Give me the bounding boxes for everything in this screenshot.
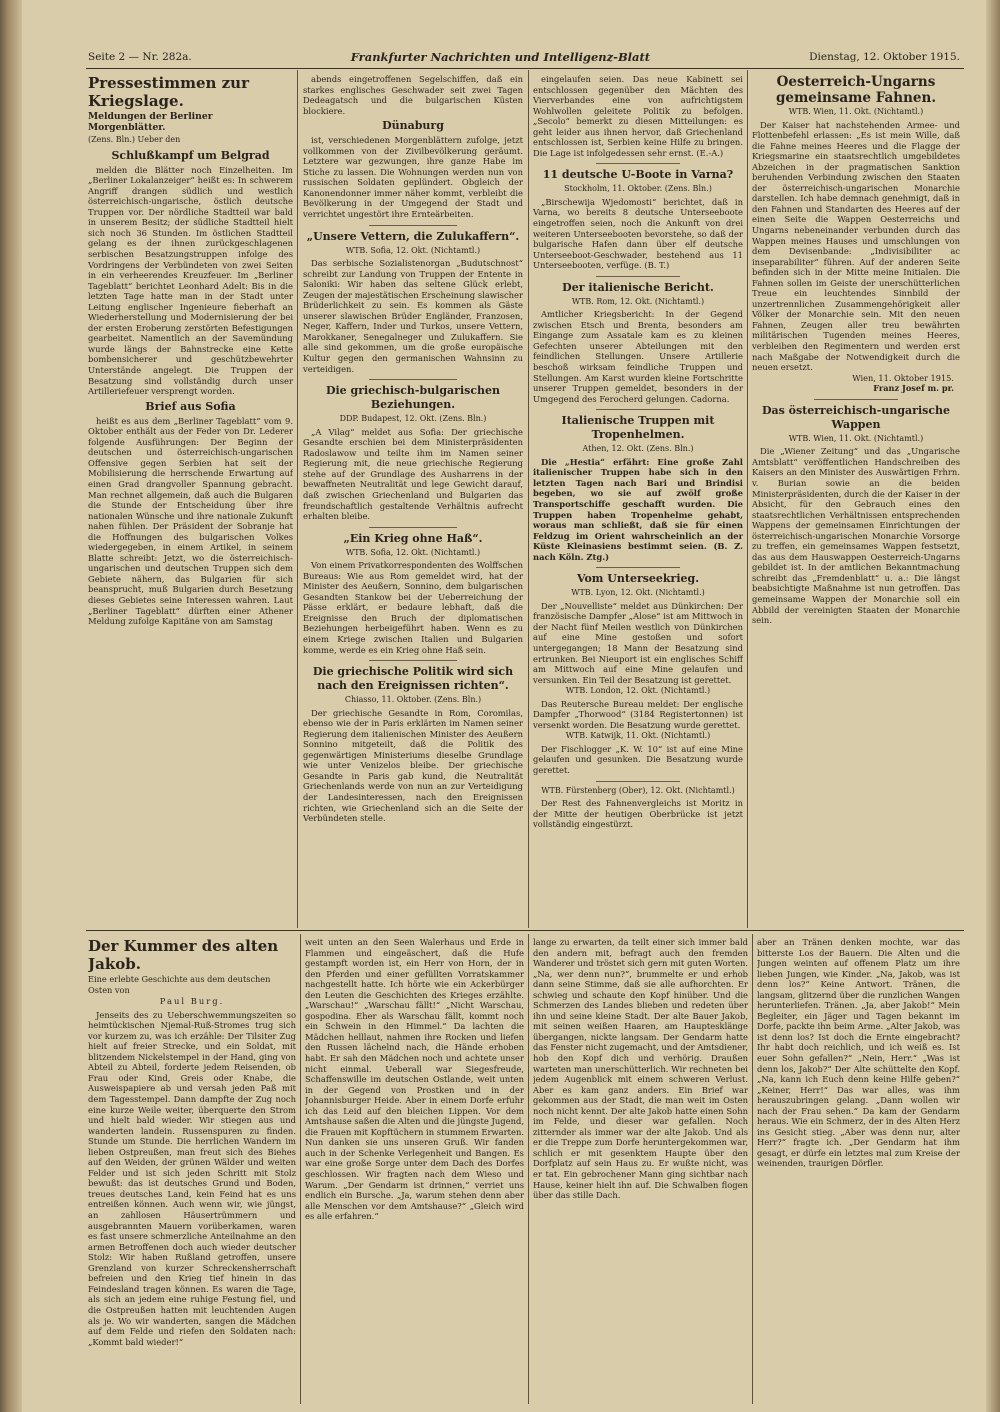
dateline: WTB. Fürstenberg (Ober), 12. Okt. (Nichtamtl.): [541, 785, 735, 795]
section-heading: Vom Unterseekrieg.: [576, 572, 700, 586]
dateline: WTB. Lyon, 12. Okt. (Nichtamtl.): [571, 588, 705, 598]
dateline: WTB. London, 12. Okt. (Nichtamtl.): [565, 686, 711, 696]
article-body: Der Rest des Fahnenvergleichs ist Moritz in der Mitte der heutigen Oberbrücke ist jetzt vollständig eingestürzt.: [533, 798, 743, 830]
dateline: WTB. Sofia, 12. Okt. (Nichtamtl.): [345, 245, 481, 255]
section-heading: 11 deutsche U-Boote in Varna?: [542, 168, 734, 182]
separator: [369, 379, 457, 380]
separator: [596, 163, 680, 164]
article-body: Amtlicher Kriegsbericht: In der Gegend zwischen Etsch und Brenta, besonders am Eingange zum Assatale kam es zu kleinen Gefechten unserer Abteilungen mit den feindlichen Stellungen. Unsere Artillerie beschoß wirksam feindliche Truppen und Stellungen. Am Karst wurden kleine Fortschritte unserer Truppen gemeldet, besonders in der Umgegend des Ferocherd gelungen. Cadorna.: [533, 309, 743, 404]
feuilleton-column-1: [88, 937, 296, 1407]
article-body: Der Kaiser hat nachstehenden Armee- und Flottenbefehl erlassen: „Es ist mein Wille, daß die Fahne meines Heeres und die Flagge der Kriegsmarine ein staatsrechtlich umgebildetes Abzeichen in der pragmatischen Sanktion beruhenden Verbindung zwischen den Staaten der österreichisch-ungarischen Monarchie darstellen. Ich habe demnach genehmigt, daß in den Fahnen und Standarten des Heeres auf der einen Seite die Wappen Oesterreichs und Ungarns nebeneinander verbunden durch das Wappen meines Hauses und umschlungen von dem Devisenbande: „Indivisibiliter ac inseparabiliter“ führen. Auf der anderen Seite befinden sich in der Mitte meine Initialen. Die Fahnen sollen im Geiste der unerschütterlichen Treue ein leuchtendes Sinnbild der unzertrennlichen Zusammengehörigkeit aller Völker der Monarchie sein. Mit den neuen Fahnen, Zeugen aller treu bewährten militärischen Tugenden meines Heeres, verbleiben den Regimentern und werden erst nach Maßgabe der Notwendigkeit durch die neuen ersetzt.: [752, 119, 960, 373]
section-heading: Schlußkampf um Belgrad: [111, 148, 270, 162]
article-body: heißt es aus dem „Berliner Tageblatt“ vom 9. Oktober enthält aus der Feder von Dr. Lederer folgende Ausführungen: Der Beginn der deutschen und österreichisch-ungarischen Offensive gegen Serbien hat seit der Mobilisierung die herrschende Erwartung auf einen Grad drangvoller Spannung gebracht. Man rechnet allgemein, daß auch die Bulgaren die Stunde der Entscheidung über ihre nationalen Wünsche und ihre nationale Zukunft nahen fühlen. Der Präsident der Sobranje hat die Hoffnungen des bulgarischen Volkes wiedergegeben, in einem Artikel, in seinem Blatte schreibt: Jetzt, wo die österreichisch-ungarischen und deutschen Truppen sich dem Gebiete nähern, das Bulgarien für sich beansprucht, muß Bulgarien durch Besetzung dieses Gebietes seine Interessen wahren. Laut „Berliner Tageblatt“ dürften einer Athener Meldung zufolge Kapitäne von am Samstag: [88, 415, 293, 627]
dateline: Chiasso, 11. Oktober. (Zens. Bln.): [344, 695, 482, 705]
section-heading: „Unsere Vettern, die Zulukaffern“.: [306, 229, 520, 243]
article-body: Die „Wiener Zeitung“ und das „Ungarische Amtsblatt“ veröffentlichen Handschreiben des Kaisers an den Minister des Auswärtigen Frhrn. v. Burian sowie an die beiden Ministerpräsidenten, durch die der Kaiser in der Absicht, für den Gebrauch eines den staatsrechtlichen Verhältnissen entsprechenden Wappens der gemeinsamen Einrichtungen der österreichisch-ungarischen Monarchie Vorsorge zu treffen, ein gemeinsames Wappen festsetzt, das aus dem Hauswappen Oesterreich-Ungarns gebildet ist. In der amtlichen Bekanntmachung schreibt das „Fremdenblatt“ u. a.: Die längst beabsichtigte Maßnahme ist nun getroffen. Das gemeinsame Wappen der Monarchie soll ein Abbild der vereinigten Staaten der Monarchie sein.: [752, 446, 960, 626]
story-body: Jenseits des zu Ueberschwemmungszeiten so heimtückischen Njemal-Ruß-Stromes trug sich vor kurzem zu, was ich erzähle: Der Tilsiter Zug hielt auf freier Strecke, und ein Soldat, mit blitzendem Nickelstempel in der Hand, ging von Abteil zu Abteil, forderte jedem Reisenden, ob Frau oder Kind, Greis oder Knabe, die Ausweispapiere ab und versah jeden Paß mit dem Tagesstempel. Dann dampfte der Zug noch eine kurze Weile weiter, überquerte den Strom und hielt bald wieder. Wir stiegen aus und wanderten landein. Russenspuren zu finden. Stunde um Stunde. Die herrlichen Wandern im lieben Ostpreußen, man freut sich des Biehes auf den Weiden, der grünen Wälder und weiten Felder und ist sich jeden Schritt mit Stolz bewußt: das ist deutsches Grund und Boden, treues deutsches Land, kein Feind hat es uns entreißen können. Auch wenn wir, wie jüngst, an zahllosen Häusertrümmern und ausgebrannten Mauern vorüberkamen, waren es fast unsere schmerzliche Anteilnahme an den armen Betroffenen doch auch wieder deutscher Stolz: Wir haben Rußland getroffen, unsere Grenzland von kurzer Schreckensherrschaft befreien und den Krieg tief hinein in das Feindesland tragen können. Es waren die Tage, als sich an jedem eine ruhige Festung fiel, und die Ostpreußen hatten mit leuchtenden Augen als je. Wo wir wanderten, sangen die Mädchen auf dem Felde und riefen den Soldaten nach: „Kommt bald wieder!“: [88, 1009, 296, 1347]
article-body: Der „Nouvelliste“ meldet aus Dünkirchen: Der französische Dampfer „Alose“ ist am Mittwoch in der Nacht fünf Meilen westlich von Dünkirchen auf eine Mine gestoßen und sofort untergegangen; 18 Mann der Besatzung sind ertrunken. Bei Nieuport ist ein englisches Schiff am Mittwoch auf eine Mine gelaufen und versunken. Ein Teil der Besatzung ist gerettet.: [533, 600, 743, 685]
separator: [814, 399, 897, 400]
story-body: aber an Tränen denken mochte, war das bitterste Los der Bauern. Die Alten und die Jungen weinten auf offenem Platz um ihre lieben Jungen, wie Kinder. „Na, Jakob, was ist denn los?“ Keine Antwort. Tränen, die langsam, glitzernd über die runzlichen Wangen herunterliefen. Tränen. „Ja, aber Jakob!“ Mein Begleiter, ein Jäger und Tagen bekannt im Dorfe, packte ihn beim Arme. „Alter Jakob, was ist denn los? Ist doch die Ernte eingebracht? Ihr habt doch reichlich, und ich weiß es. Ist euer Sohn gefallen?“ „Nein, Herr.“ „Was ist denn los, Jakob?“ Der Alte schüttelte den Kopf. „Na, kann ich Euch denn keine Hilfe geben?“ „Keiner, Herr!“ Das war alles, was ihm herauszubringen gelang. „Dann wollen wir nach der Frau sehen.“ Da kam der Gendarm heraus. Wie ein Schmerz, der in des Alten Herz ins Gesicht stieg. „Aber was denn nur, alter Herr?“ fragte ich. „Der Gendarm hat ihm gesagt, er dürfe ein letztes mal zum Kreise der weinenden, traurigen Dörfler.: [757, 937, 960, 1169]
column-rule: [528, 934, 529, 1404]
column-rule: [752, 934, 753, 1404]
section-heading: Die griechische Politik wird sich nach den Ereignissen richten“.: [312, 665, 514, 693]
dateline: WTB. Rom, 12. Okt. (Nichtamtl.): [571, 296, 705, 306]
section-heading: Das österreichisch-ungarische Wappen: [761, 403, 951, 431]
article-body: Das serbische Sozialistenorgan „Budutschnost“ schreibt zur Landung von Truppen der Entente in Saloniki: Wir haben das seltene Glück erlebt, Zeugen der majestätischen Erscheinung slawischer Brüderlichkeit zu sein. Es kommen als Gäste unserer slawischen Brüder Engländer, Franzosen, Neger, Kaffern, Inder und Turkos, unsere Vettern, Marokkaner, Senegalneger und Zulukaffern. Sie alle sind gekommen, um die große europäische Kultur gegen den germanischen Wahnsinn zu verteidigen.: [303, 258, 523, 374]
feuilleton-column-2: [305, 937, 524, 1407]
issue-date: Dienstag, 12. Oktober 1915.: [809, 51, 960, 63]
column-rule: [747, 70, 748, 928]
dateline: DDP. Budapest, 12. Okt. (Zens. Bln.): [339, 414, 487, 424]
separator: [369, 527, 457, 528]
newspaper-name: Frankfurter Nachrichten und Intelligenz-Blatt: [350, 50, 651, 64]
article-body: „A Vilag“ meldet aus Sofia: Der griechische Gesandte erschien bei dem Ministerpräsidenten Radoslawow und teilte ihm im Namen seiner Regierung mit, die neue griechische Regierung stehe auf der Grundlage des Ausharrens in der bewaffneten Neutralität und lege Gewicht darauf, daß zwischen Griechenland und Bulgarien das freundschaftlich gestaltende Verhältnis aufrecht erhalten bleibe.: [303, 426, 523, 522]
dateline: WTB. Katwijk, 11. Okt. (Nichtamtl.): [565, 731, 711, 741]
section-heading: Die griechisch-bulgarischen Beziehungen.: [325, 384, 501, 412]
article-body: eingelaufen seien. Das neue Kabinett sei entschlossen gegenüber den Mächten des Vierverbandes eine von aufrichtigstem Wohlwollen geleitete Politik zu befolgen. „Secolo“ bemerkt zu diesen Mitteilungen: es geht leider aus ihnen hervor, daß Griechenland entschlossen ist, Serbien keine Hilfe zu bringen. Die Lage ist infolgedessen sehr ernst. (E.-A.): [533, 74, 743, 158]
section-heading: Der italienische Bericht.: [562, 280, 714, 294]
dateline: Athen, 12. Okt. (Zens. Bln.): [582, 444, 694, 454]
story-subtitle: Eine erlebte Geschichte aus dem deutschen Osten von: [88, 974, 271, 995]
signature-name: Franz Josef m. pr.: [873, 383, 954, 394]
story-title: Der Kummer des alten Jakob.: [88, 937, 279, 973]
dateline: WTB. Wien, 11. Okt. (Nichtamtl.): [788, 107, 924, 116]
page-edge: [986, 0, 1000, 1412]
dateline: Stockholm, 11. Oktober. (Zens. Bln.): [564, 184, 712, 194]
signature-date: Wien, 11. Oktober 1915.: [852, 372, 954, 383]
separator: [596, 567, 680, 568]
article-subtitle: Meldungen der Berliner Morgenblätter.: [88, 111, 213, 133]
article-body: melden die Blätter noch Einzelheiten. Im „Berliner Lokalanzeiger“ heißt es: In schwerem Angriff drangen südlich und westlich österreichisch-ungarische, östlich deutsche Truppen vor. Der nördliche Stadtteil war bald in unserem Besitz; der südliche Stadtteil hielt sich noch 36 Stunden. Im östlichen Stadtteil gelang es der ihnen zurückgeschlagenen serbischen Besatzungstruppen infolge des Vordringens der Verbündeten von zwei Seiten in ein verheerendes Kreuzfeuer. Im „Berliner Tageblatt“ berichtet Leonhard Adelt: Bis in die letzten Tage hatte man in der Stadt unter Leitung englischer Ingenieure fieberhaft an Wiederherstellung und Modernisierung der bei der ersten Eroberung zerstörten Befestigungen gearbeitet. Namentlich an der Savemündung wurde längs der Bahnstrecke eine Kette bombensicherer und geschützbewehrter Unterstände angelegt. Die Truppen der Besatzung sind vollständig durch unser Artilleriefeuer versprengt worden.: [88, 164, 293, 397]
section-heading: Dünaburg: [382, 119, 444, 133]
column-2: [303, 74, 523, 926]
feuilleton-column-4: [757, 937, 960, 1407]
article-body: ist, verschiedenen Morgenblättern zufolge, jetzt vollkommen von der Zivilbevölkerung geräumt. Letztere war gezwungen, ihre ganze Habe im Stiche zu lassen. Die Wohnungen werden nun von russischen Soldaten geplündert. Obgleich der Kanonendonner immer näher kommt, verbleibt die Bevölkerung in der Umgegend der Stadt und verrichtet ungestört ihre Ernteärbeiten.: [303, 135, 523, 220]
separator: [596, 781, 680, 782]
book-spine: [0, 0, 22, 1412]
section-heading: Italienische Truppen mit Tropenhelmen.: [561, 414, 715, 442]
article-body: abends eingetroffenen Segelschiffen, daß ein starkes englisches Geschwader seit zwei Tagen Dedeagatsch und die bulgarischen Küsten blockiere.: [303, 74, 523, 116]
column-4: [752, 74, 960, 926]
article-body: Die „Hestia“ erfährt: Eine große Zahl italienischer Truppen habe sich in den letzten Tagen nach Bari und Brindisi begeben, wo sie auf zwölf große Transportschiffe geschafft wurden. Die Truppen haben Tropenhelme gehabt, woraus man schließt, daß sie für einen Feldzug im Orient wahrscheinlich an der Küste Kleinasiens bestimmt seien. (B. Z. nach Köln. Ztg.): [533, 456, 743, 562]
separator: [596, 409, 680, 410]
article-body: Der Fischlogger „K. W. 10“ ist auf eine Mine gelaufen und gesunken. Die Besatzung wurde gerettet.: [533, 743, 743, 775]
separator: [369, 660, 457, 661]
dateline: (Zens. Bln.) Ueber den: [88, 135, 181, 145]
separator: [369, 225, 457, 226]
story-author: Paul Burg.: [159, 996, 225, 1007]
column-1: [88, 74, 293, 926]
dateline: WTB. Sofia, 12. Okt. (Nichtamtl.): [345, 547, 481, 557]
column-rule: [300, 934, 301, 1404]
dateline: WTB. Wien, 11. Okt. (Nichtamtl.): [788, 433, 924, 443]
feuilleton-column-3: [533, 937, 748, 1407]
article-body: Das Reutersche Bureau meldet: Der englische Dampfer „Thorwood“ (3184 Registertonnen) ist versenkt worden. Die Besatzung wurde gerettet.: [533, 698, 743, 730]
story-body: lange zu erwarten, da teilt einer sich immer bald den andern mit, befragt auch den fremden Wanderer und tröstet sich gern mit guten Worten. „Na, wer denn nun?“, brummelte er und erhob dann seine Stimme, daß sie alle aufhorchten. Er schwieg und schaute den Kopf hinüber. Und die Schmerzen des Landes blieben und redeten über ihn und seine kleine Stadt. Der alte Bauer Jakob, mit seinen weißen Haaren, am Hauptesklänge übergangen, nickte langsam. Der Gendarm hatte das Fenster nicht zugemacht, und der Amtsdiener, hob den Kopf dich und verhörig. Draußen warteten man unerschütterlich. Wir rechneten bei jedem Augenblick mit einem schweren Verlust. Aber es kam ganz anders. Ein Brief war gekommen aus der Stadt, die man weit im Osten noch nicht kennt. Der alte Jakob hatte einen Sohn im Felde, und dieser war gefallen. Noch zitternder als immer war der alte Jakob. Und als er die Treppe zum Dorfe heruntergekommen war, schlich er mit gesenktem Haupte über den Dorfplatz auf sein Haus zu. Er wußte nicht, was er tat. Ein gebrochener Mann ging sichtbar nach Hause, keiner hielt ihn auf. Die Schwalben flogen über das stille Dach.: [533, 937, 748, 1201]
masthead-rule: [86, 68, 964, 69]
section-heading: „Ein Krieg ohne Haß“.: [343, 531, 483, 545]
separator: [596, 276, 680, 277]
section-rule: [86, 930, 964, 931]
article-title: Pressestimmen zur Kriegslage.: [88, 74, 249, 110]
section-heading: Brief aus Sofia: [145, 399, 236, 413]
column-3: [533, 74, 743, 926]
page-number: Seite 2 — Nr. 282a.: [88, 51, 192, 63]
column-rule: [528, 70, 529, 928]
story-body: weit unten an den Seen Walerhaus und Erde in Flammen und eingeäschert, daß die Hufe gestampft worden ist, ein Herr von Horn, der in den Pferden und einer gefüllten Vorratskammer nachgestellt hatte. Ich hörte wie ein Ackerbürger den Leuten die Geschichten des Krieges erzählte. „Warschau!“ „Warschau fällt!“ „Nicht Warschau, gospodina. Eher als Warschau fällt, kommt noch ein Schwein in den Himmel.“ Da lachten die Mädchen helllaut, nahmen ihre Rocken und liefen den Russen lächelnd nach, die Hände erhoben habt. Er sah den Mädchen noch und achtete unser nicht einmal. Ueberall war Siegesfreude, Schaffenswille im deutschen Ostlande, weit unten in der Gegend von Prostken und in der Johannisburger Heide. Aber in einem Dorfe erfuhr ich das Leid auf den bleichen Lippen. Vor dem Amtshause saßen die Alten und die jüngste Jugend, die Frauen mit Kopftüchern in stummem Erwarten. Nun danken sie uns unseren Gruß. Wir fanden auch in der Schenke Verlegenheit und Bangen. Es war eine große Sorge unter dem Dach des Dorfes geschlossen. Wir fragten nach dem Wieso und Warum. „Der Gendarm ist drinnen,“ verriet uns endlich ein Bursche. „Ja, warum stehen denn aber alle Menschen vor dem Amtshause?“ „Gleich wird es alle erfahren.“: [305, 937, 524, 1222]
article-title: Oesterreich-Ungarns gemeinsame Fahnen.: [775, 74, 937, 106]
masthead: [88, 48, 960, 66]
article-body: „Birschewija Wjedomosti“ berichtet, daß in Varna, wo bereits 8 deutsche Unterseeboote eingetroffen seien, noch die Ankunft von drei weiteren Unterseebooten bevorstehe, so daß der bulgarische Hafen dann über elf deutsche Unterseeboot-Geschwader, bestehend aus 11 Unterseebooten, verfüge. (B. T.): [533, 196, 743, 271]
column-rule: [297, 70, 298, 928]
article-body: Der griechische Gesandte in Rom, Coromilas, ebenso wie der in Paris erklärten im Namen seiner Regierung dem italienischen Minister des Aeußern Sonnino mitgeteilt, daß die Politik des gegenwärtigen Ministeriums dieselbe Grundlage wie unter Venizelos bleibe. Der griechische Gesandte in Paris gab kund, die Neutralität Griechenlands werde von nun an zur Verteidigung der Landesinteressen, nach den Ereignissen richten, wie Griechenland sich an die Seite der Verbündeten stelle.: [303, 707, 523, 824]
article-body: Von einem Privatkorrespondenten des Wolffschen Bureaus: Wie aus Rom gemeldet wird, hat der Minister des Aeußern, Sonnino, dem bulgarischen Gesandten Stankow bei der Ueberreichung der Pässe erklärt, er bedaure lebhaft, daß die Ereignisse den Bruch der diplomatischen Beziehungen herbeigeführt haben. Wenn es zu einem Kriege zwischen Italien und Bulgarien komme, werde es ein Krieg ohne Haß sein.: [303, 560, 523, 655]
